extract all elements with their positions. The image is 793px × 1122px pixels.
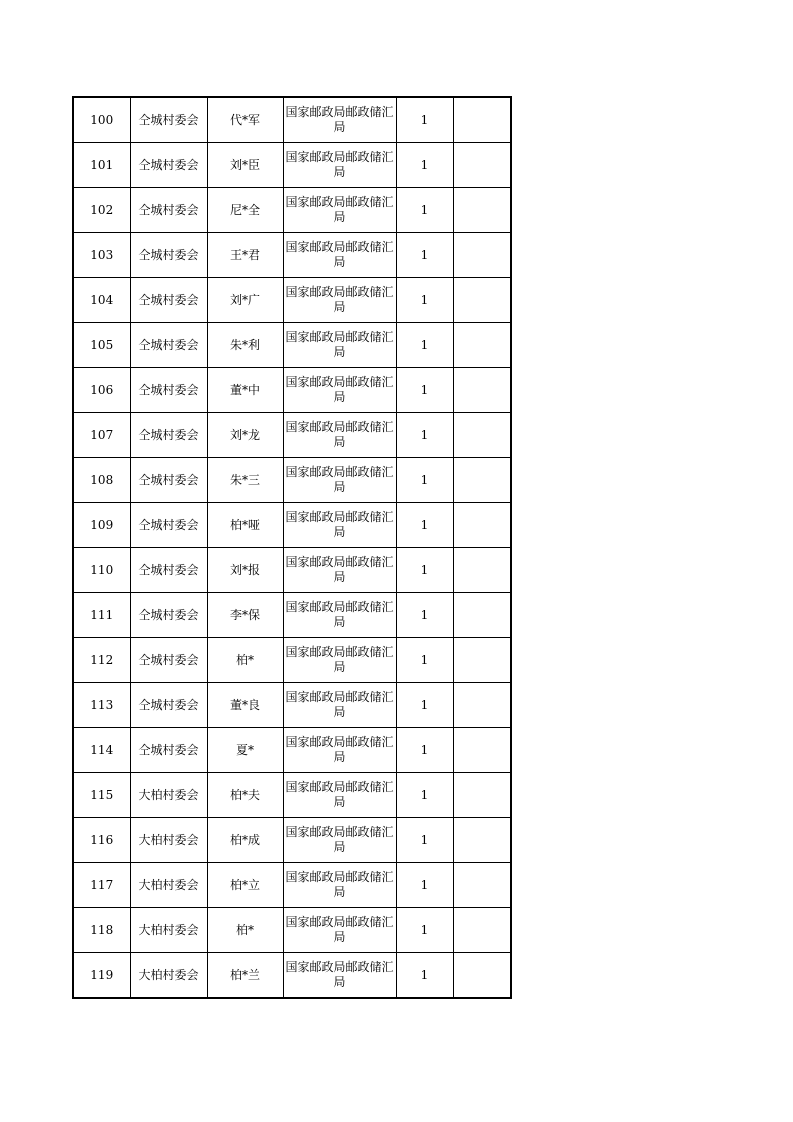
quantity-cell: 1 xyxy=(396,638,453,683)
row-number-cell: 114 xyxy=(73,728,130,773)
table-row xyxy=(73,908,511,953)
bank-name-cell: 国家邮政局邮政储汇局 xyxy=(283,908,396,953)
quantity-cell: 1 xyxy=(396,503,453,548)
table-row xyxy=(73,683,511,728)
bank-name-cell: 国家邮政局邮政储汇局 xyxy=(283,143,396,188)
quantity-cell: 1 xyxy=(396,683,453,728)
remarks-cell xyxy=(453,593,511,638)
village-committee-cell: 仝城村委会 xyxy=(130,503,207,548)
person-name-cell: 李*保 xyxy=(207,593,283,638)
table-row xyxy=(73,728,511,773)
row-number-cell: 116 xyxy=(73,818,130,863)
bank-name-cell: 国家邮政局邮政储汇局 xyxy=(283,728,396,773)
table-row xyxy=(73,818,511,863)
village-committee-cell: 仝城村委会 xyxy=(130,413,207,458)
person-name-cell: 朱*三 xyxy=(207,458,283,503)
person-name-cell: 董*良 xyxy=(207,683,283,728)
village-committee-cell: 仝城村委会 xyxy=(130,97,207,143)
row-number-cell: 106 xyxy=(73,368,130,413)
bank-name-cell: 国家邮政局邮政储汇局 xyxy=(283,638,396,683)
quantity-cell: 1 xyxy=(396,368,453,413)
remarks-cell xyxy=(453,863,511,908)
row-number-cell: 112 xyxy=(73,638,130,683)
village-committee-cell: 仝城村委会 xyxy=(130,458,207,503)
bank-name-cell: 国家邮政局邮政储汇局 xyxy=(283,773,396,818)
village-committee-cell: 大柏村委会 xyxy=(130,773,207,818)
village-committee-cell: 仝城村委会 xyxy=(130,188,207,233)
remarks-cell xyxy=(453,97,511,143)
remarks-cell xyxy=(453,908,511,953)
bank-name-cell: 国家邮政局邮政储汇局 xyxy=(283,593,396,638)
table-row xyxy=(73,278,511,323)
row-number-cell: 118 xyxy=(73,908,130,953)
quantity-cell: 1 xyxy=(396,728,453,773)
quantity-cell: 1 xyxy=(396,818,453,863)
person-name-cell: 刘*臣 xyxy=(207,143,283,188)
village-committee-cell: 仝城村委会 xyxy=(130,593,207,638)
village-committee-cell: 仝城村委会 xyxy=(130,278,207,323)
roster-table-body xyxy=(73,97,511,998)
person-name-cell: 柏* xyxy=(207,908,283,953)
row-number-cell: 102 xyxy=(73,188,130,233)
quantity-cell: 1 xyxy=(396,188,453,233)
row-number-cell: 104 xyxy=(73,278,130,323)
person-name-cell: 董*中 xyxy=(207,368,283,413)
bank-name-cell: 国家邮政局邮政储汇局 xyxy=(283,863,396,908)
remarks-cell xyxy=(453,368,511,413)
row-number-cell: 113 xyxy=(73,683,130,728)
table-row xyxy=(73,773,511,818)
remarks-cell xyxy=(453,233,511,278)
remarks-cell xyxy=(453,143,511,188)
quantity-cell: 1 xyxy=(396,278,453,323)
quantity-cell: 1 xyxy=(396,143,453,188)
table-row xyxy=(73,863,511,908)
remarks-cell xyxy=(453,728,511,773)
remarks-cell xyxy=(453,818,511,863)
remarks-cell xyxy=(453,458,511,503)
quantity-cell: 1 xyxy=(396,863,453,908)
bank-name-cell: 国家邮政局邮政储汇局 xyxy=(283,548,396,593)
quantity-cell: 1 xyxy=(396,773,453,818)
bank-name-cell: 国家邮政局邮政储汇局 xyxy=(283,953,396,999)
bank-name-cell: 国家邮政局邮政储汇局 xyxy=(283,818,396,863)
village-committee-cell: 仝城村委会 xyxy=(130,368,207,413)
bank-name-cell: 国家邮政局邮政储汇局 xyxy=(283,97,396,143)
remarks-cell xyxy=(453,278,511,323)
bank-name-cell: 国家邮政局邮政储汇局 xyxy=(283,683,396,728)
bank-name-cell: 国家邮政局邮政储汇局 xyxy=(283,368,396,413)
bank-name-cell: 国家邮政局邮政储汇局 xyxy=(283,323,396,368)
row-number-cell: 100 xyxy=(73,97,130,143)
table-row xyxy=(73,548,511,593)
quantity-cell: 1 xyxy=(396,97,453,143)
person-name-cell: 夏* xyxy=(207,728,283,773)
person-name-cell: 朱*利 xyxy=(207,323,283,368)
village-committee-cell: 仝城村委会 xyxy=(130,638,207,683)
remarks-cell xyxy=(453,683,511,728)
remarks-cell xyxy=(453,548,511,593)
village-committee-cell: 仝城村委会 xyxy=(130,233,207,278)
person-name-cell: 柏*成 xyxy=(207,818,283,863)
quantity-cell: 1 xyxy=(396,323,453,368)
roster-table xyxy=(72,96,512,999)
village-committee-cell: 仝城村委会 xyxy=(130,728,207,773)
row-number-cell: 107 xyxy=(73,413,130,458)
row-number-cell: 115 xyxy=(73,773,130,818)
village-committee-cell: 仝城村委会 xyxy=(130,143,207,188)
remarks-cell xyxy=(453,773,511,818)
table-row xyxy=(73,413,511,458)
table-row xyxy=(73,97,511,143)
remarks-cell xyxy=(453,953,511,999)
table-row xyxy=(73,953,511,999)
row-number-cell: 103 xyxy=(73,233,130,278)
bank-name-cell: 国家邮政局邮政储汇局 xyxy=(283,413,396,458)
row-number-cell: 117 xyxy=(73,863,130,908)
table-row xyxy=(73,503,511,548)
row-number-cell: 108 xyxy=(73,458,130,503)
person-name-cell: 柏*哑 xyxy=(207,503,283,548)
person-name-cell: 刘*广 xyxy=(207,278,283,323)
table-row xyxy=(73,593,511,638)
row-number-cell: 119 xyxy=(73,953,130,999)
table-row xyxy=(73,323,511,368)
person-name-cell: 柏* xyxy=(207,638,283,683)
table-row xyxy=(73,188,511,233)
table-row xyxy=(73,233,511,278)
bank-name-cell: 国家邮政局邮政储汇局 xyxy=(283,503,396,548)
person-name-cell: 尼*全 xyxy=(207,188,283,233)
row-number-cell: 105 xyxy=(73,323,130,368)
quantity-cell: 1 xyxy=(396,548,453,593)
village-committee-cell: 大柏村委会 xyxy=(130,863,207,908)
village-committee-cell: 仝城村委会 xyxy=(130,683,207,728)
village-committee-cell: 大柏村委会 xyxy=(130,818,207,863)
row-number-cell: 111 xyxy=(73,593,130,638)
remarks-cell xyxy=(453,323,511,368)
village-committee-cell: 仝城村委会 xyxy=(130,548,207,593)
bank-name-cell: 国家邮政局邮政储汇局 xyxy=(283,278,396,323)
quantity-cell: 1 xyxy=(396,953,453,999)
person-name-cell: 柏*立 xyxy=(207,863,283,908)
remarks-cell xyxy=(453,638,511,683)
person-name-cell: 刘*报 xyxy=(207,548,283,593)
quantity-cell: 1 xyxy=(396,413,453,458)
remarks-cell xyxy=(453,188,511,233)
quantity-cell: 1 xyxy=(396,593,453,638)
table-row xyxy=(73,458,511,503)
quantity-cell: 1 xyxy=(396,233,453,278)
village-committee-cell: 大柏村委会 xyxy=(130,908,207,953)
row-number-cell: 101 xyxy=(73,143,130,188)
person-name-cell: 王*君 xyxy=(207,233,283,278)
remarks-cell xyxy=(453,413,511,458)
table-row xyxy=(73,368,511,413)
bank-name-cell: 国家邮政局邮政储汇局 xyxy=(283,233,396,278)
person-name-cell: 刘*龙 xyxy=(207,413,283,458)
person-name-cell: 代*军 xyxy=(207,97,283,143)
row-number-cell: 110 xyxy=(73,548,130,593)
quantity-cell: 1 xyxy=(396,458,453,503)
person-name-cell: 柏*夫 xyxy=(207,773,283,818)
row-number-cell: 109 xyxy=(73,503,130,548)
remarks-cell xyxy=(453,503,511,548)
village-committee-cell: 仝城村委会 xyxy=(130,323,207,368)
bank-name-cell: 国家邮政局邮政储汇局 xyxy=(283,188,396,233)
village-committee-cell: 大柏村委会 xyxy=(130,953,207,999)
bank-name-cell: 国家邮政局邮政储汇局 xyxy=(283,458,396,503)
table-row xyxy=(73,143,511,188)
table-row xyxy=(73,638,511,683)
quantity-cell: 1 xyxy=(396,908,453,953)
person-name-cell: 柏*兰 xyxy=(207,953,283,999)
